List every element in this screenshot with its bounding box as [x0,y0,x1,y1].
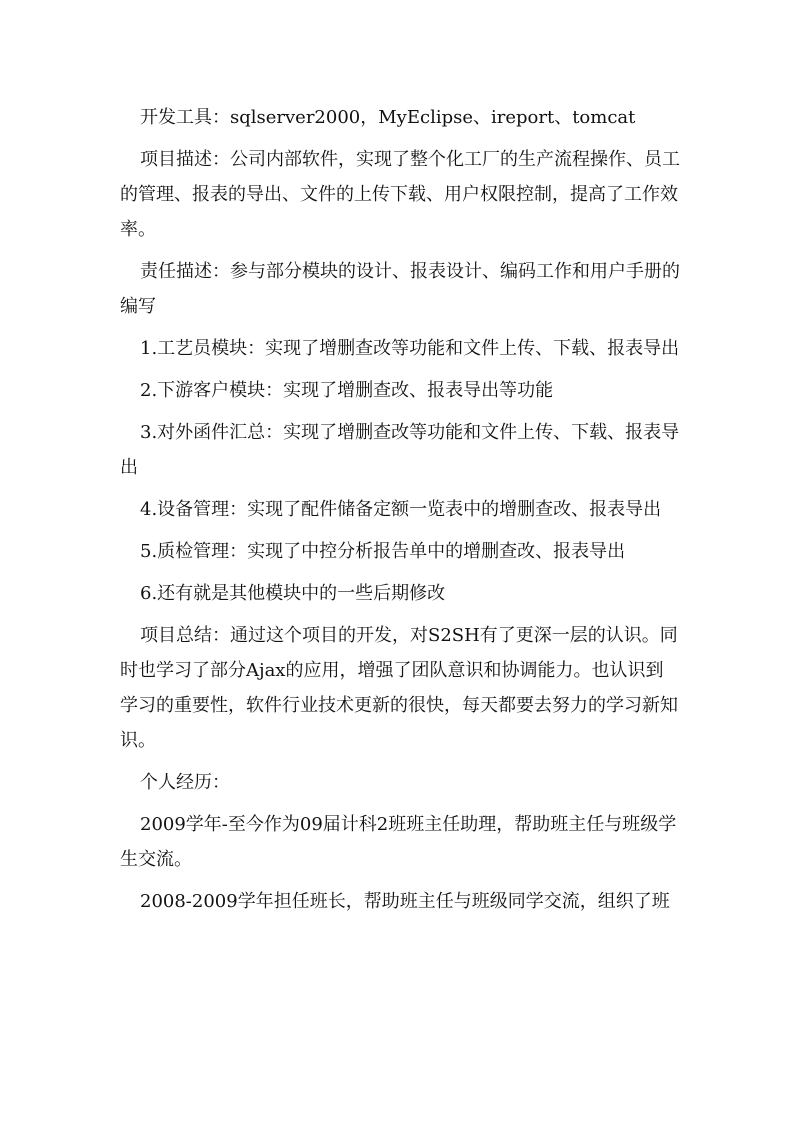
list-item-downstream-customer: 2.下游客户模块：实现了增删查改、报表导出等功能 [140,380,554,401]
list-item-external-letters: 3.对外函件汇总：实现了增删查改等功能和文件上传、下载、报表导出 [120,422,680,478]
paragraph-responsibility: 责任描述：参与部分模块的设计、报表设计、编码工作和用户手册的编写 [120,261,680,317]
paragraph-experience-2008: 2008-2009学年担任班长，帮助班主任与班级同学交流，组织了班 [140,891,670,912]
paragraph-project-description: 项目描述：公司内部软件，实现了整个化工厂的生产流程操作、员工的管理、报表的导出、文件的上传下载、用户权限控制，提高了工作效率。 [120,149,680,240]
list-item-process-module: 1.工艺员模块：实现了增删查改等功能和文件上传、下载、报表导出 [140,338,680,359]
resume-text-body [120,100,680,926]
section-heading-personal-experience: 个人经历： [140,772,230,793]
list-item-equipment-management: 4.设备管理：实现了配件储备定额一览表中的增删查改、报表导出 [140,499,662,520]
paragraph-experience-2009: 2009学年-至今作为09届计科2班班主任助理，帮助班主任与班级学生交流。 [120,814,677,870]
paragraph-dev-tools: 开发工具：sqlserver2000，MyEclipse、ireport、tomcat [140,107,636,128]
list-item-other-modules: 6.还有就是其他模块中的一些后期修改 [140,583,446,604]
list-item-quality-inspection: 5.质检管理：实现了中控分析报告单中的增删查改、报表导出 [140,541,626,562]
paragraph-project-summary: 项目总结：通过这个项目的开发，对S2SH有了更深一层的认识。同时也学习了部分Ajax的应用，增强了团队意识和协调能力。也认识到学习的重要性，软件行业技术更新的很快，每天都要去努力的学习新知识。 [120,625,678,751]
